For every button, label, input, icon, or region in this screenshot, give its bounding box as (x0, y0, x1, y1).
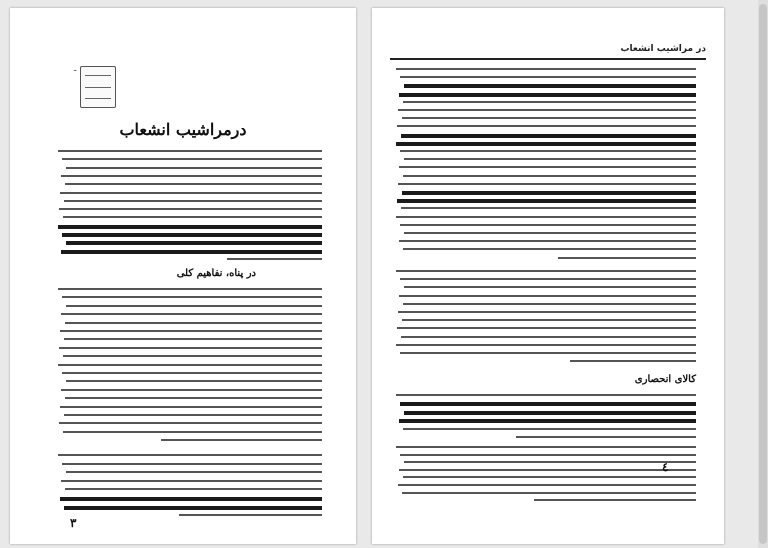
text-line (396, 68, 696, 70)
page-number: ٤ (662, 460, 669, 474)
text-line (396, 394, 696, 396)
text-line (398, 484, 696, 486)
text-line (396, 344, 696, 346)
text-line (398, 183, 696, 185)
text-line (516, 436, 696, 438)
text-line (534, 499, 696, 501)
text-line (66, 241, 322, 245)
text-line (64, 338, 322, 340)
text-line (58, 150, 322, 152)
header-rule (390, 58, 706, 60)
text-line (404, 411, 696, 415)
text-line (63, 355, 322, 357)
text-line (400, 76, 696, 78)
text-line (58, 288, 322, 290)
scrollbar-thumb[interactable] (759, 4, 767, 544)
text-line (570, 360, 696, 362)
text-line (62, 372, 322, 374)
text-line (65, 397, 322, 399)
text-line (60, 406, 322, 408)
text-line (65, 183, 322, 185)
text-line (62, 463, 322, 465)
text-line (403, 303, 696, 305)
text-line (61, 480, 322, 482)
text-line (399, 295, 696, 297)
text-line (62, 158, 322, 160)
page-number: ٣ (70, 516, 77, 530)
text-line (396, 446, 696, 448)
text-line (399, 93, 696, 97)
text-line (58, 454, 322, 456)
text-line (399, 419, 696, 423)
text-line (558, 257, 696, 259)
text-line (63, 431, 322, 433)
paragraph-block (396, 444, 696, 504)
section-heading: در پناه، نفاهیم کلی (176, 268, 256, 279)
text-line (60, 330, 322, 332)
text-line (403, 101, 696, 103)
text-line (396, 142, 696, 146)
text-line (402, 191, 696, 195)
text-line (61, 250, 322, 254)
text-line (397, 125, 696, 127)
vertical-scrollbar[interactable] (758, 0, 768, 548)
text-line (60, 497, 322, 501)
text-line (62, 296, 322, 298)
text-line (404, 158, 696, 160)
text-line (61, 389, 322, 391)
text-line (400, 224, 696, 226)
paragraph-block (396, 268, 696, 368)
text-line (403, 248, 696, 250)
text-line (58, 225, 322, 229)
text-line (64, 414, 322, 416)
text-line (399, 166, 696, 168)
text-line (404, 461, 696, 463)
text-line (400, 352, 696, 354)
text-line (397, 199, 696, 203)
text-line (404, 286, 696, 288)
text-line (403, 428, 696, 430)
paragraph-block (396, 66, 696, 266)
text-line (398, 109, 696, 111)
paragraph-block (58, 452, 322, 518)
paragraph-block (58, 286, 322, 446)
section-heading: کالای انحصاری (634, 374, 696, 385)
text-line (399, 469, 696, 471)
library-stamp (80, 66, 116, 108)
text-line (161, 439, 322, 441)
text-line (59, 347, 322, 349)
text-line (62, 233, 322, 237)
text-line (401, 207, 696, 209)
text-line (400, 402, 696, 406)
text-line (66, 305, 322, 307)
text-line (400, 454, 696, 456)
text-line (396, 270, 696, 272)
text-line (400, 150, 696, 152)
left-page (10, 8, 356, 544)
text-line (404, 84, 696, 88)
text-line (58, 364, 322, 366)
page-title: درمراشیب انشعاب (119, 120, 247, 139)
text-line (396, 216, 696, 218)
text-line (403, 175, 696, 177)
text-line (66, 380, 322, 382)
stamp-mark: ـ (74, 64, 77, 73)
text-line (66, 167, 322, 169)
text-line (397, 327, 696, 329)
text-line (66, 471, 322, 473)
text-line (65, 488, 322, 490)
text-line (400, 278, 696, 280)
text-line (401, 336, 696, 338)
text-line (61, 313, 322, 315)
text-line (403, 476, 696, 478)
right-page (372, 8, 724, 544)
text-line (61, 175, 322, 177)
paragraph-block (58, 148, 322, 264)
text-line (401, 134, 696, 138)
text-line (65, 322, 322, 324)
text-line (179, 514, 322, 516)
text-line (64, 506, 322, 510)
text-line (398, 311, 696, 313)
text-line (402, 319, 696, 321)
text-line (63, 216, 322, 218)
text-line (402, 117, 696, 119)
text-line (404, 232, 696, 234)
text-line (60, 192, 322, 194)
text-line (399, 240, 696, 242)
text-line (59, 422, 322, 424)
running-head: در مراشیب انشعاب (620, 44, 706, 54)
paragraph-block (396, 392, 696, 442)
text-line (227, 258, 322, 260)
text-line (59, 208, 322, 210)
text-line (64, 200, 322, 202)
text-line (402, 492, 696, 494)
